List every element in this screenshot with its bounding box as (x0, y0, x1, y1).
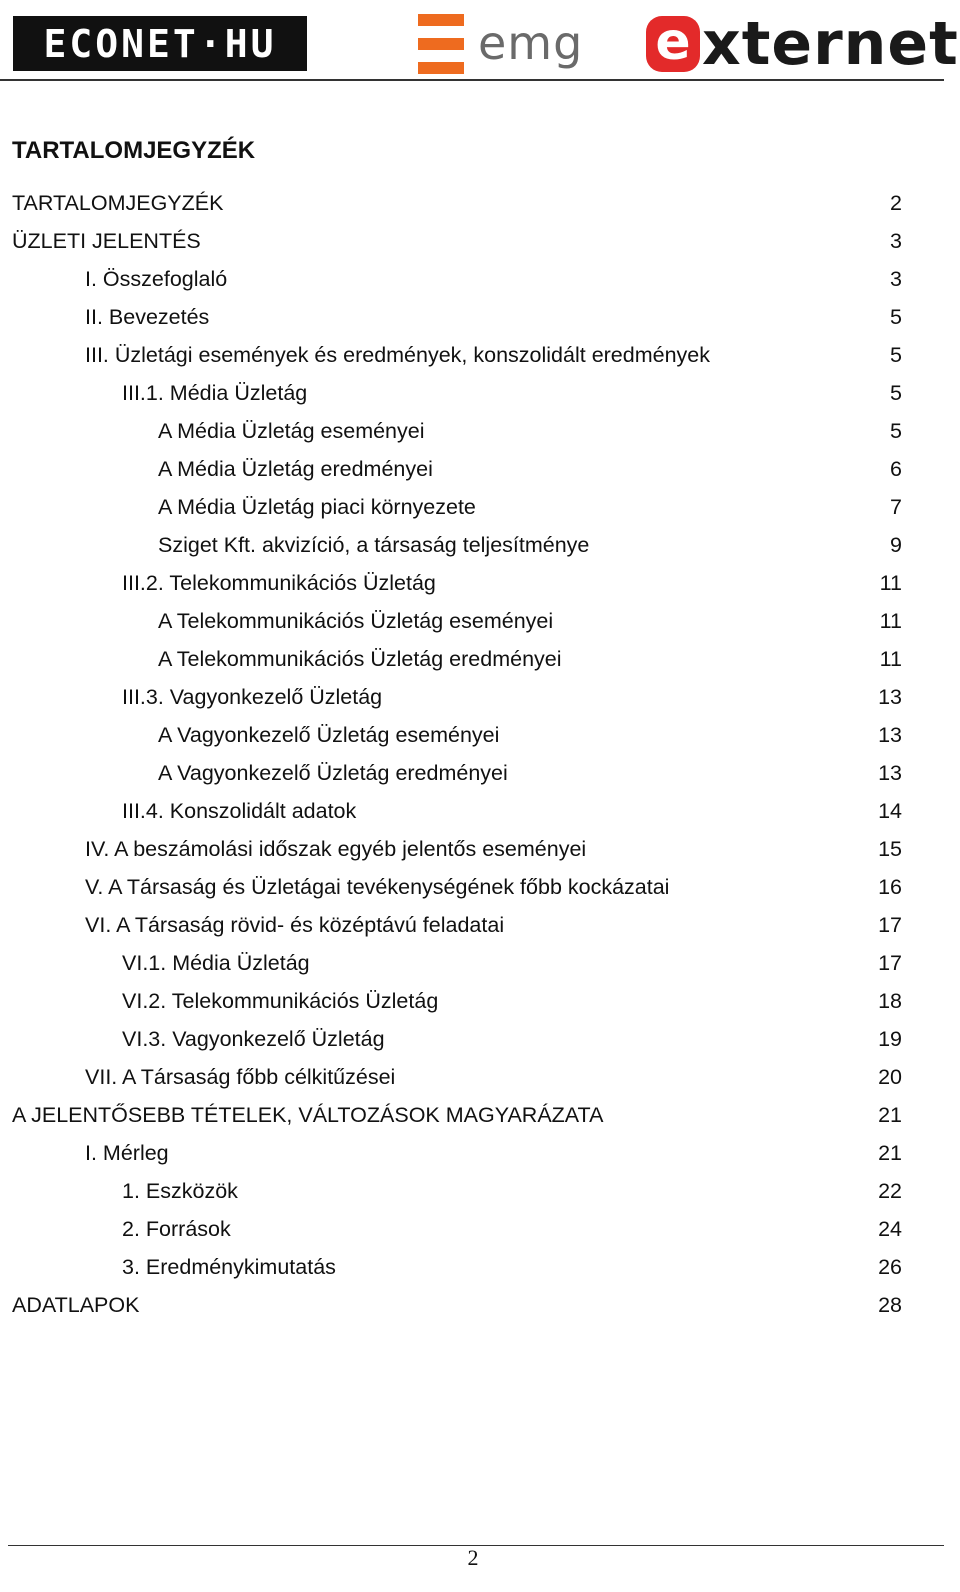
toc-entry[interactable] (12, 830, 902, 868)
toc-entry-title: VII. A Társaság főbb célkitűzései (85, 1065, 396, 1089)
toc-entry[interactable] (12, 260, 902, 298)
toc-entry-page: 11 (879, 609, 902, 633)
toc-entry-page: 20 (878, 1065, 902, 1089)
toc-entry[interactable] (12, 488, 902, 526)
toc-entry-page: 19 (878, 1027, 902, 1051)
emg-logo-bar-top (418, 14, 464, 26)
toc-heading: TARTALOMJEGYZÉK (12, 137, 256, 164)
toc-entry[interactable] (12, 298, 902, 336)
emg-logo-bar-middle (418, 38, 464, 50)
toc-entry-title: 3. Eredménykimutatás (122, 1255, 336, 1279)
toc-entry[interactable] (12, 1058, 902, 1096)
toc-entry[interactable] (12, 374, 902, 412)
toc-entry[interactable] (12, 526, 902, 564)
toc-entry-page: 5 (890, 381, 902, 405)
econet-logo-text: ECONET·HU (43, 21, 277, 66)
toc-entry[interactable] (12, 716, 902, 754)
toc-entry-title: ADATLAPOK (12, 1293, 140, 1317)
toc-entry[interactable] (12, 184, 902, 222)
toc-entry[interactable] (12, 754, 902, 792)
toc-entry[interactable] (12, 1096, 902, 1134)
toc-entry-title: II. Bevezetés (85, 305, 210, 329)
toc-entry[interactable] (12, 602, 902, 640)
toc-entry-page: 16 (878, 875, 902, 899)
toc-entry-page: 14 (878, 799, 902, 823)
toc-entry-page: 21 (878, 1141, 902, 1165)
toc-entry[interactable] (12, 792, 902, 830)
toc-entry[interactable] (12, 640, 902, 678)
toc-entry[interactable] (12, 678, 902, 716)
toc-entry-page: 21 (878, 1103, 902, 1127)
toc-entry[interactable] (12, 450, 902, 488)
toc-entry-title: A Telekommunikációs Üzletág eseményei (158, 609, 554, 633)
toc-entry-page: 13 (878, 723, 902, 747)
toc-entry-title: A Média Üzletág eseményei (158, 419, 425, 443)
toc-entry[interactable] (12, 1020, 902, 1058)
toc-entry-title: VI.2. Telekommunikációs Üzletág (122, 989, 439, 1013)
page-number: 2 (467, 1545, 479, 1570)
toc-list (12, 184, 902, 1324)
toc-entry[interactable] (12, 906, 902, 944)
toc-entry-page: 5 (890, 343, 902, 367)
toc-entry-page: 11 (879, 647, 902, 671)
toc-entry-page: 24 (878, 1217, 902, 1241)
toc-entry-title: III.1. Média Üzletág (122, 381, 308, 405)
toc-entry-title: III.2. Telekommunikációs Üzletág (122, 571, 436, 595)
toc-entry-title: A Vagyonkezelő Üzletág eredményei (158, 761, 508, 785)
toc-entry[interactable] (12, 336, 902, 374)
toc-entry-page: 5 (890, 305, 902, 329)
toc-entry-page: 17 (878, 913, 902, 937)
toc-entry-page: 13 (878, 761, 902, 785)
econet-logo (13, 16, 307, 71)
toc-entry-title: Sziget Kft. akvizíció, a társaság teljesítménye (158, 533, 590, 557)
toc-entry-title: V. A Társaság és Üzletágai tevékenységének főbb kockázatai (85, 875, 670, 899)
toc-entry-title: A Telekommunikációs Üzletág eredményei (158, 647, 562, 671)
externet-logo (646, 9, 959, 79)
toc-entry-title: ÜZLETI JELENTÉS (12, 229, 201, 253)
toc-entry[interactable] (12, 1172, 902, 1210)
toc-entry[interactable] (12, 1134, 902, 1172)
emg-logo-text: emg (478, 16, 584, 70)
toc-entry-title: A Média Üzletág piaci környezete (158, 495, 476, 519)
toc-entry-title: TARTALOMJEGYZÉK (12, 191, 224, 215)
toc-entry[interactable] (12, 1286, 902, 1324)
toc-entry-page: 3 (890, 267, 902, 291)
toc-entry[interactable] (12, 222, 902, 260)
toc-entry[interactable] (12, 1248, 902, 1286)
header-divider (0, 79, 944, 81)
toc-entry-page: 2 (890, 191, 902, 215)
toc-entry[interactable] (12, 412, 902, 450)
toc-entry-title: VI.3. Vagyonkezelő Üzletág (122, 1027, 385, 1051)
toc-entry-title: A JELENTŐSEBB TÉTELEK, VÁLTOZÁSOK MAGYARÁZATA (12, 1103, 604, 1127)
toc-entry-page: 3 (890, 229, 902, 253)
toc-entry[interactable] (12, 868, 902, 906)
toc-entry-page: 28 (878, 1293, 902, 1317)
toc-entry-page: 22 (878, 1179, 902, 1203)
toc-entry-title: A Média Üzletág eredményei (158, 457, 433, 481)
toc-entry-title: IV. A beszámolási időszak egyéb jelentős eseményei (85, 837, 587, 861)
externet-logo-mark: e (646, 16, 700, 72)
toc-entry-title: VI. A Társaság rövid- és középtávú feladatai (85, 913, 505, 937)
toc-entry-page: 7 (890, 495, 902, 519)
externet-logo-text: xternet (702, 9, 959, 79)
toc-entry-title: A Vagyonkezelő Üzletág eseményei (158, 723, 500, 747)
toc-entry-title: VI.1. Média Üzletág (122, 951, 310, 975)
toc-entry-title: III.3. Vagyonkezelő Üzletág (122, 685, 383, 709)
toc-entry[interactable] (12, 944, 902, 982)
emg-logo-bar-bottom (418, 62, 464, 74)
toc-entry[interactable] (12, 982, 902, 1020)
toc-entry-page: 15 (878, 837, 902, 861)
toc-entry-page: 5 (890, 419, 902, 443)
toc-entry-page: 9 (890, 533, 902, 557)
toc-entry-page: 13 (878, 685, 902, 709)
toc-entry[interactable] (12, 564, 902, 602)
toc-entry[interactable] (12, 1210, 902, 1248)
toc-entry-title: III.4. Konszolidált adatok (122, 799, 357, 823)
toc-entry-page: 26 (878, 1255, 902, 1279)
toc-entry-title: I. Összefoglaló (85, 267, 228, 291)
toc-entry-title: III. Üzletági események és eredmények, konszolidált eredmények (85, 343, 711, 367)
toc-entry-title: 2. Források (122, 1217, 231, 1241)
toc-entry-page: 6 (890, 457, 902, 481)
toc-entry-page: 18 (878, 989, 902, 1013)
toc-entry-title: 1. Eszközök (122, 1179, 238, 1203)
emg-logo (418, 12, 584, 76)
toc-entry-title: I. Mérleg (85, 1141, 169, 1165)
toc-entry-page: 17 (878, 951, 902, 975)
toc-entry-page: 11 (879, 571, 902, 595)
